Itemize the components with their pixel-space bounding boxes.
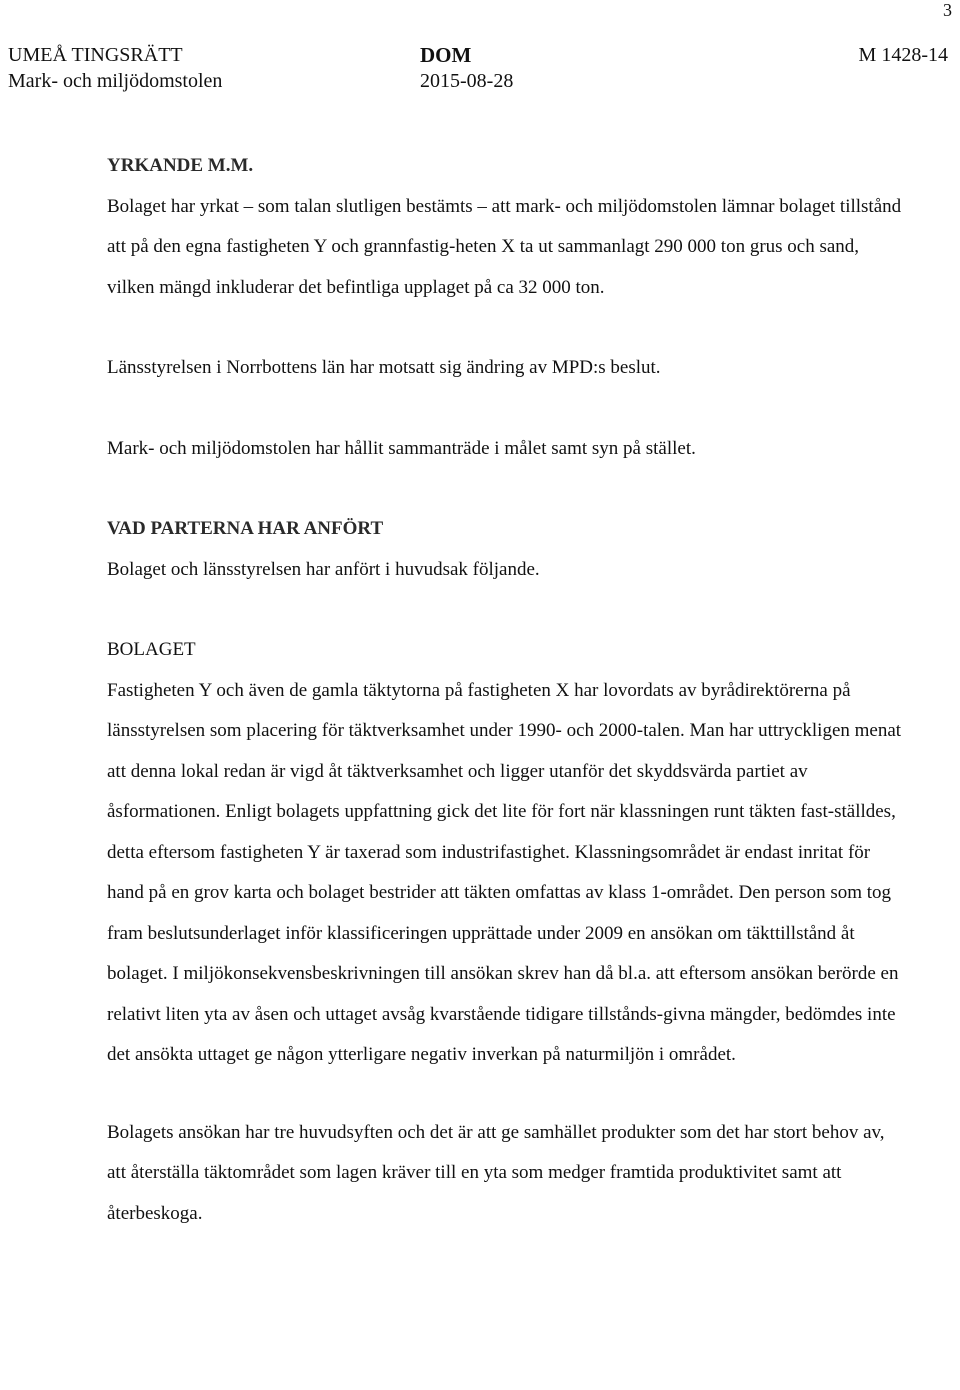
paragraph-bolaget-1: Fastigheten Y och även de gamla täktytorna på fastigheten X har lovordats av byrådirektörerna på länsstyrelsen som placering för täktverksamhet under 1990- och 2000-talen. Man har uttryckligen menat att denna lokal redan är vigd åt täktverksamhet och ligger utanför det skyddsvärda partiet av åsformationen. Enligt bolagets uppfattning gick det lite för fort när klassningen runt täkten fast-ställdes, detta eftersom fastigheten Y är taxerad som industrifastighet. Klassningsområdet är endast inritat för hand på en grov karta och bolaget bestrider att täkten omfattas av klass 1-området. Den person som tog fram beslutsunderlaget inför klassificeringen upprättade under 2009 en ansökan om täkttillstånd åt bolaget. I miljökonsekvensbeskrivningen till ansökan skrev han då bl.a. att eftersom ansökan berörde en relativt liten yta av åsen och uttaget avsåg kvarstående tidigare tillstånds-givna mängder, bedömdes inte det ansökta uttaget ge någon ytterligare negativ inverkan på naturmiljön i området. [107, 679, 902, 1065]
spacer [107, 469, 907, 509]
paragraph-yrkande: Bolaget har yrkat – som talan slutligen bestämts – att mark- och miljödomstolen lämnar bolaget tillstånd att på den egna fastigheten Y och grannfastig-heten X ta ut sammanlagt 290 000 ton grus och sand, vilken mängd inkluderar det befintliga upplaget på ca 32 000 ton. [107, 195, 902, 298]
section-heading-bolaget: BOLAGET [107, 639, 196, 660]
spacer [107, 590, 907, 630]
court-header [8, 42, 222, 94]
court-division: Mark- och miljödomstolen [8, 70, 223, 92]
document-date: 2015-08-28 [420, 70, 514, 92]
court-name: UMEÅ TINGSRÄTT [8, 44, 183, 66]
document-header [420, 42, 513, 94]
spacer [107, 389, 907, 429]
section-heading-parterna: VAD PARTERNA HAR ANFÖRT [107, 518, 384, 539]
paragraph-parterna: Bolaget och länsstyrelsen har anfört i huvudsak följande. [107, 558, 540, 580]
spacer [107, 308, 907, 348]
paragraph-lansstyrelsen: Länsstyrelsen i Norrbottens län har motsatt sig ändring av MPD:s beslut. [107, 357, 661, 378]
paragraph-bolaget-2: Bolagets ansökan har tre huvudsyften och det är att ge samhället produkter som det har stort behov av, att återställa täktområdet som lagen kräver till en yta som medger framtida produktivitet samt att återbeskoga. [107, 1121, 885, 1224]
paragraph-domstolen: Mark- och miljödomstolen har hållit sammanträde i målet samt syn på stället. [107, 437, 696, 459]
spacer [107, 1076, 907, 1113]
case-number: M 1428-14 [858, 44, 948, 66]
document-body [107, 146, 907, 1234]
section-heading-yrkande: YRKANDE M.M. [107, 155, 254, 176]
page-number: 3 [943, 0, 952, 20]
document-type: DOM [420, 43, 472, 67]
